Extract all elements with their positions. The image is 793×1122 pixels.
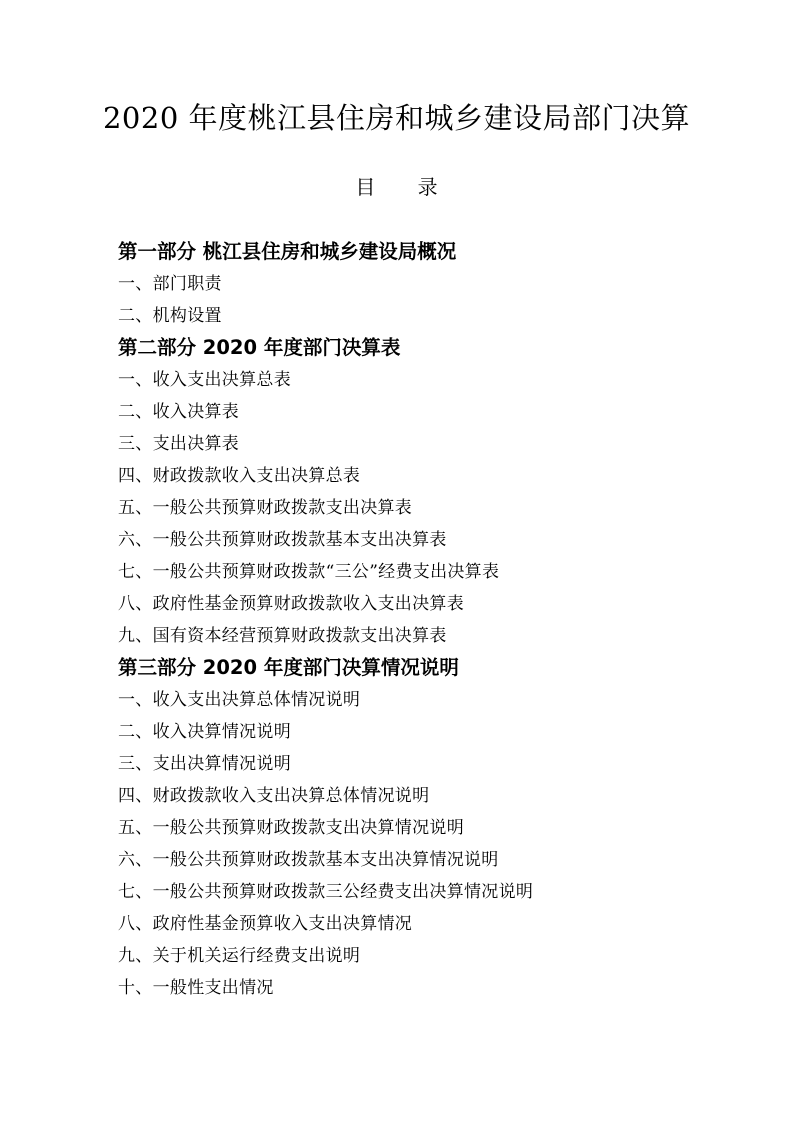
toc-item: 四、财政拨款收入支出决算总表 bbox=[118, 466, 361, 486]
toc-part-heading-3: 第三部分 2020 年度部门决算情况说明 bbox=[118, 656, 459, 679]
toc-item: 八、政府性基金预算财政拨款收入支出决算表 bbox=[118, 594, 464, 614]
toc-item: 三、支出决算情况说明 bbox=[118, 754, 291, 774]
toc-item: 一、收入支出决算总体情况说明 bbox=[118, 690, 361, 710]
table-of-contents bbox=[118, 236, 718, 1004]
toc-item: 七、一般公共预算财政拨款“三公”经费支出决算表 bbox=[118, 562, 500, 582]
toc-heading: 目 录 bbox=[355, 175, 456, 199]
toc-item: 九、国有资本经营预算财政拨款支出决算表 bbox=[118, 626, 447, 646]
toc-item: 七、一般公共预算财政拨款三公经费支出决算情况说明 bbox=[118, 882, 534, 902]
toc-item: 一、收入支出决算总表 bbox=[118, 370, 291, 390]
toc-item: 九、关于机关运行经费支出说明 bbox=[118, 946, 361, 966]
toc-item: 二、机构设置 bbox=[118, 306, 222, 326]
toc-item: 二、收入决算表 bbox=[118, 402, 240, 422]
toc-item: 三、支出决算表 bbox=[118, 434, 240, 454]
toc-item: 一、部门职责 bbox=[118, 274, 222, 294]
toc-item: 二、收入决算情况说明 bbox=[118, 722, 291, 742]
toc-item: 五、一般公共预算财政拨款支出决算表 bbox=[118, 498, 413, 518]
toc-item: 六、一般公共预算财政拨款基本支出决算情况说明 bbox=[118, 850, 499, 870]
toc-item: 五、一般公共预算财政拨款支出决算情况说明 bbox=[118, 818, 464, 838]
toc-part-heading-1: 第一部分 桃江县住房和城乡建设局概况 bbox=[118, 240, 457, 263]
toc-item: 六、一般公共预算财政拨款基本支出决算表 bbox=[118, 530, 447, 550]
document-title: 2020 年度桃江县住房和城乡建设局部门决算 bbox=[102, 101, 691, 135]
toc-item: 十、一般性支出情况 bbox=[118, 978, 274, 998]
toc-item: 八、政府性基金预算收入支出决算情况 bbox=[118, 914, 413, 934]
toc-item: 四、财政拨款收入支出决算总体情况说明 bbox=[118, 786, 430, 806]
toc-part-heading-2: 第二部分 2020 年度部门决算表 bbox=[118, 336, 401, 359]
